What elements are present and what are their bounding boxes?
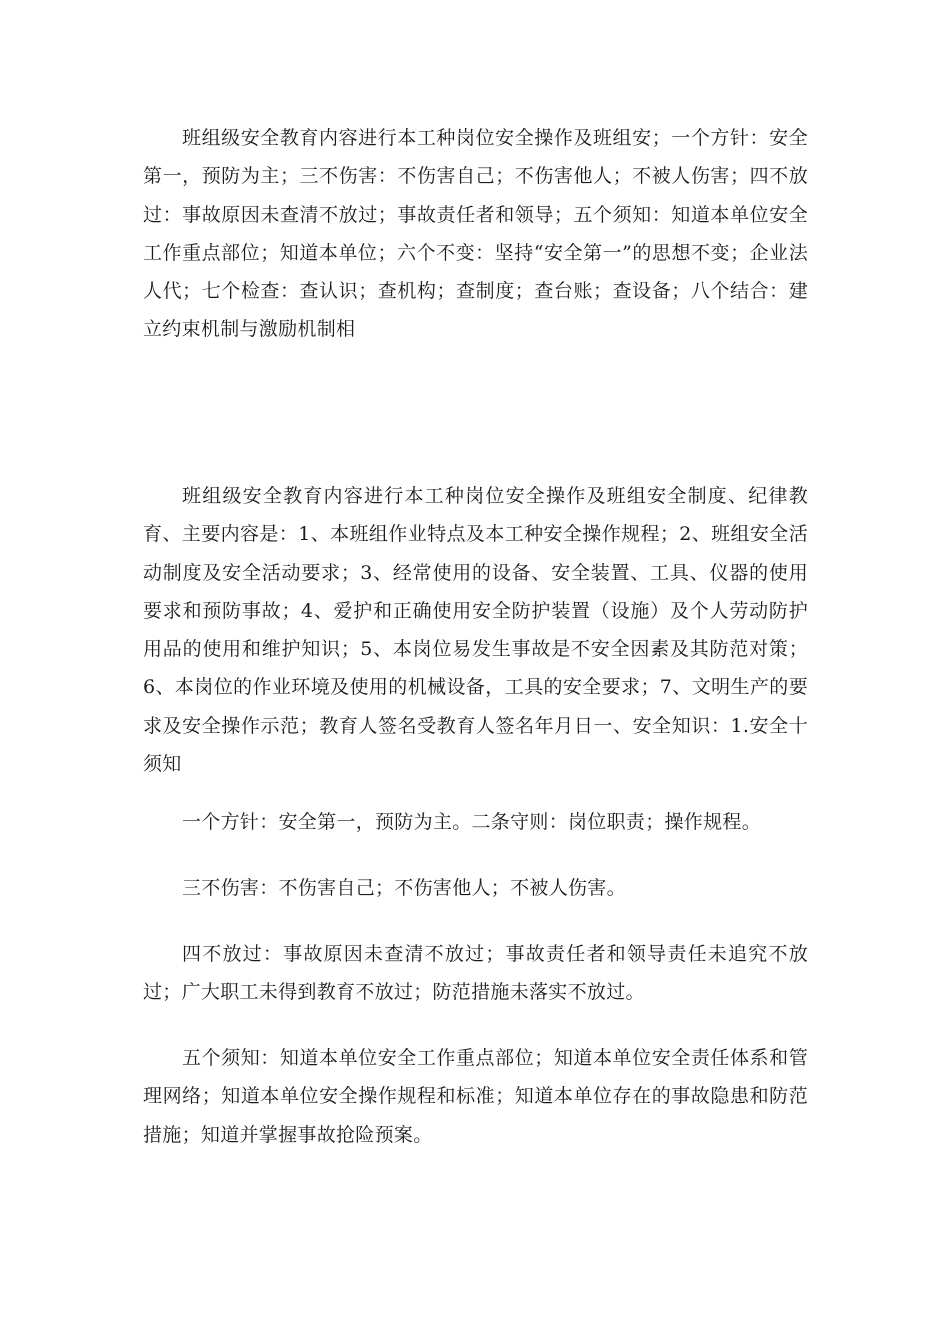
paragraph-four-not-let-go: 四不放过：事故原因未查清不放过；事故责任者和领导责任未追究不放过；广大职工未得到教育不放过；防范措施未落实不放过。	[143, 943, 808, 1004]
paragraph-team-education-content: 班组级安全教育内容进行本工种岗位安全操作及班组安全制度、纪律教育、主要内容是：1、本班组作业特点及本工种安全操作规程；2、班组安全活动制度及安全活动要求；3、经常使用的设备、安全装置、工具、仪器的使用要求和预防事故；4、爱护和正确使用安全防护装置（设施）及个人劳动防护用品的使用和维护知识；5、本岗位易发生事故是不安全因素及其防范对策；6、本岗位的作业环境及使用的机械设备，工具的安全要求；7、文明生产的要求及安全操作示范；教育人签名受教育人签名年月日一、安全知识：1.安全十须知	[143, 485, 808, 776]
paragraph-three-no-harm: 三不伤害：不伤害自己；不伤害他人；不被人伤害。	[182, 877, 626, 899]
paragraph-team-education-summary: 班组级安全教育内容进行本工种岗位安全操作及班组安；一个方针：安全第一，预防为主；三不伤害：不伤害自己；不伤害他人；不被人伤害；四不放过：事故原因未查清不放过；事故责任者和领导；五个须知：知道本单位安全工作重点部位；知道本单位；六个不变：坚持“安全第一”的思想不变；企业法人代；七个检查：查认识；查机构；查制度；查台账；查设备；八个结合：建立约束机制与激励机制相	[143, 127, 808, 341]
paragraph-one-policy-two-rules: 一个方针：安全第一，预防为主。二条守则：岗位职责；操作规程。	[182, 811, 762, 833]
paragraph-five-must-know: 五个须知：知道本单位安全工作重点部位；知道本单位安全责任体系和管理网络；知道本单位安全操作规程和标准；知道本单位存在的事故隐患和防范措施；知道并掌握事故抢险预案。	[143, 1047, 808, 1146]
